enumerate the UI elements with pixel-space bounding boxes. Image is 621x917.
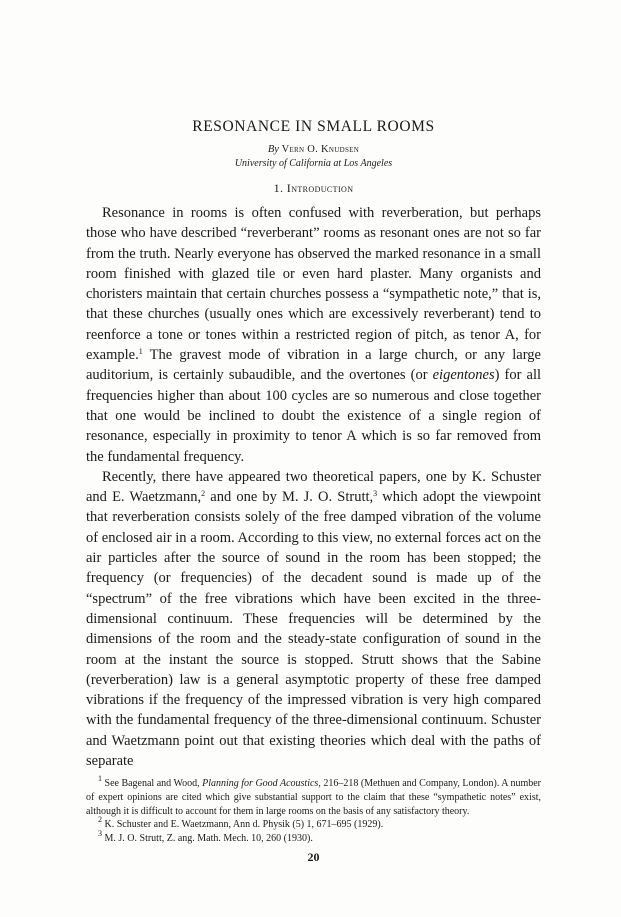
footnote-ref-2: 2 (201, 489, 206, 499)
footnote-3-mark: 3 (98, 828, 102, 838)
footnote-3 (86, 828, 541, 846)
footnote-3-text: M. J. O. Strutt, Z. ang. Math. Mech. 10, 260 (1930). (102, 832, 313, 844)
byline (86, 144, 541, 155)
footnote-2-mark: 2 (98, 815, 102, 825)
footnote-1-book-title: Planning for Good Acoustics (202, 778, 319, 790)
paragraph-1-part-b: The gravest mode of vibration in a large church, or any large auditorium, is certainly subaudible, and the overtones (or (86, 347, 541, 384)
article-title: RESONANCE IN SMALL ROOMS (192, 118, 435, 135)
footnote-ref-3: 3 (373, 489, 378, 499)
paragraph-1-part-c: ) for all frequencies higher than about 100 cycles are so numerous and close together that one would be inclined to doubt the existence of a single region of resonance, especially in proximity to tenor A which is so far removed from the fundamental frequency. (86, 367, 541, 465)
footnote-1-part-a: See Bagenal and Wood, (102, 778, 203, 790)
paragraph-2-part-c: which adopt the viewpoint that reverberation consists solely of the free damped vibration of the volume of enclosed air in a room. According to this view, no external forces act on the air particles after the source of sound in the room has been stopped; the frequency (or frequencies) of the decadent sound is made up of the “spectrum” of the free vibrations which have been excited in the three-dimensional continuum. These frequencies will be determined by the dimensions of the room and the steady-state configuration of sound in the room at the instant the source is stopped. Strutt shows that the Sabine (reverberation) law is a general asymptotic property of these free damped vibrations if the frequency of the impressed vibration is very high compared with the fundamental frequency of the three-dimensional continuum. Schuster and Waetzmann point out that existing theories which deal with the paths of separate (86, 489, 542, 770)
paragraph-2 (86, 467, 541, 771)
author-affiliation: University of California at Los Angeles (234, 158, 393, 169)
footnotes (86, 774, 541, 845)
footnote-1-part-b: , 216–218 (Methuen and Company, London). A number of expert opinions are cited which give substantial support to the claim that these “sympathetic notes” exist, although it is difficult to account for them in large rooms on the basis of any satisfactory theory. (86, 778, 541, 817)
paragraph-1-part-a: Resonance in rooms is often confused with reverberation, but perhaps those who have described “reverberant” rooms as resonant ones are not so far from the truth. Nearly everyone has observed the marked resonance in a small room finished with glazed tile or even hard plaster. Many organists and choristers maintain that certain churches possess a “sympathetic note,” that is, that these churches (usually ones which are excessively reverberant) tend to reenforce a tone or tones within a restricted region of pitch, as tenor A, for example. (86, 205, 541, 364)
footnote-1 (86, 774, 541, 818)
footnote-2-text: K. Schuster and E. Waetzmann, Ann d. Physik (5) 1, 671–695 (1929). (102, 819, 384, 831)
article-page (86, 118, 541, 865)
footnote-1-mark: 1 (98, 774, 102, 784)
body-text (86, 203, 541, 771)
page-number: 20 (307, 850, 320, 865)
byline-prefix: By (267, 144, 279, 155)
paragraph-2-part-a: Recently, there have appeared two theoretical papers, one by K. Schuster and E. Waetzmann, (86, 468, 541, 506)
section-heading: 1. Introduction (273, 181, 354, 195)
footnote-ref-1: 1 (138, 347, 143, 357)
footnote-2 (86, 815, 541, 832)
term-eigentones: eigentones (432, 367, 495, 384)
paragraph-1 (86, 203, 541, 467)
author-name: Vern O. Knudsen (281, 144, 360, 155)
paragraph-2-part-b: and one by M. J. O. Strutt, (205, 489, 374, 506)
